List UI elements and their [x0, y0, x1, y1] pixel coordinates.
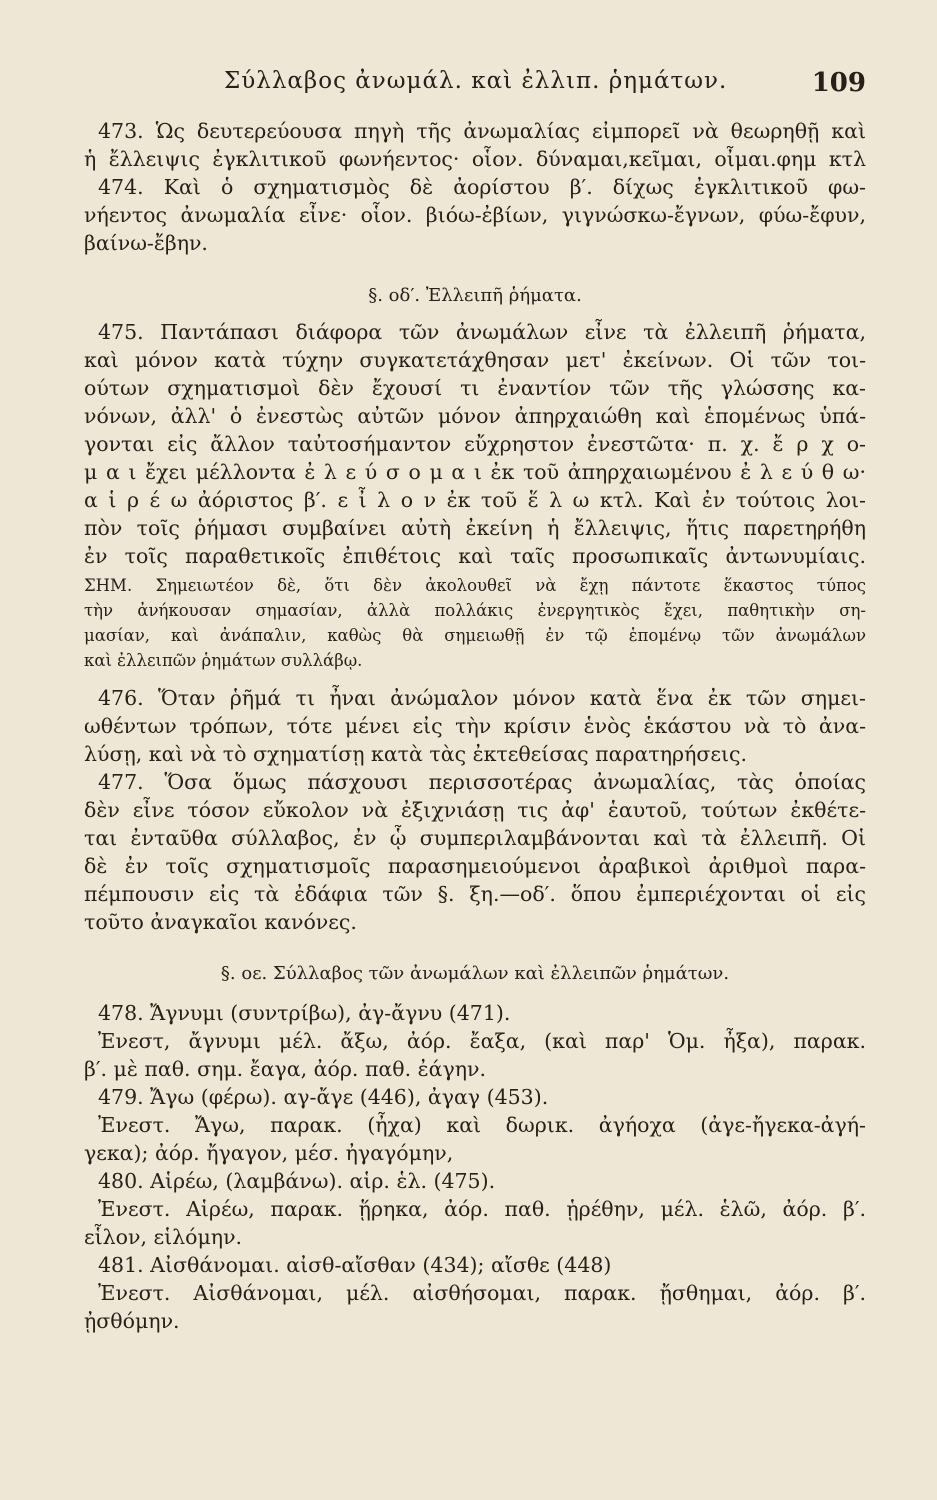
text-line: πέμπουσιν εἰς τὰ ἐδάφια τῶν §. ξη.—οδ′. ὅπου ἐμπεριέχονται οἱ εἰς [84, 882, 866, 906]
note-line: καὶ ἐλλειπῶν ῥημάτων συλλάβῳ. [84, 651, 363, 670]
text-line: δὲν εἶνε τόσον εὔκολον νὰ ἐξιχνιάσῃ τις ἀφ' ἑαυτοῦ, τούτων ἐκθέτε- [84, 798, 866, 822]
text-line: Ἐνεστ. Αἱρέω, παρακ. ᾕρηκα, ἀόρ. παθ. ᾑρέθην, μέλ. ἑλῶ, ἀόρ. β′. [98, 1197, 866, 1221]
text-line: α ἱ ρ έ ω ἀόριστος β′. ε ἶ λ ο ν ἐκ τοῦ ἕ λ ω κτλ. Καὶ ἐν τούτοις λοι- [84, 488, 866, 512]
text-line: ται ἐνταῦθα σύλλαβος, ἐν ᾧ συμπεριλαμβάνονται καὶ τὰ ἐλλειπῆ. Οἱ [84, 826, 866, 850]
text-line: 475. Παντάπασι διάφορα τῶν ἀνωμάλων εἶνε τὰ ἐλλειπῆ ῥήματα, [98, 320, 866, 344]
text-line: νήεντος ἀνωμαλία εἶνε· οἷον. βιόω-ἐβίων, γιγνώσκω-ἔγνων, φύω-ἔφυν, [84, 203, 866, 227]
text-line: ούτων σχηματισμοὶ δὲν ἔχουσί τι ἐναντίον τῶν τῆς γλώσσης κα- [84, 376, 866, 400]
text-line: 476. Ὅταν ῥῆμά τι ἦναι ἀνώμαλον μόνον κατὰ ἕνα ἐκ τῶν σημει- [98, 686, 866, 710]
text-line: 474. Καὶ ὁ σχηματισμὸς δὲ ἀορίστου β′. δίχως ἐγκλιτικοῦ φω- [98, 175, 866, 199]
note-line: μασίαν, καὶ ἀνάπαλιν, καθὼς θὰ σημειωθῇ ἐν τῷ ἑπομένῳ τῶν ἀνωμάλων [84, 626, 866, 645]
text-line: μ α ι ἔχει μέλλοντα ἐ λ ε ύ σ ο μ α ι ἐκ τοῦ ἀπηρχαιωμένου ἐ λ ε ύ θ ω· [84, 460, 866, 484]
text-line: ἐν τοῖς παραθετικοῖς ἐπιθέτοις καὶ ταῖς προσωπικαῖς ἀντωνυμίαις. [84, 544, 866, 568]
note-line: τὴν ἀνήκουσαν σημασίαν, ἀλλὰ πολλάκις ἐνεργητικὸς ἔχει, παθητικὴν ση- [84, 601, 866, 620]
text-line: γονται εἰς ἄλλον ταὐτοσήμαντον εὔχρηστον ἐνεστῶτα· π. χ. ἔ ρ χ ο- [84, 432, 866, 456]
entry-line: 478. Ἄγνυμι (συντρίβω), ἀγ-ἄγνυ (471). [98, 1001, 511, 1025]
running-title: Σύλλαβος ἀνωμάλ. καὶ ἐλλιπ. ῥημάτων. [224, 68, 728, 94]
text-line: λύσῃ, καὶ νὰ τὸ σχηματίσῃ κατὰ τὰς ἐκτεθείσας παρατηρήσεις. [84, 742, 747, 766]
text-line: 477. Ὅσα ὅμως πάσχουσι περισσοτέρας ἀνωμαλίας, τὰς ὁποίας [98, 770, 866, 794]
text-line: Ἐνεστ. Ἄγω, παρακ. (ἦχα) καὶ δωρικ. ἀγήοχα (ἀγε-ἤγεκα-ἀγή- [98, 1113, 866, 1137]
text-line: πὸν τοῖς ῥήμασι συμβαίνει αὐτὴ ἐκείνη ἡ ἔλλειψις, ἥτις παρετηρήθη [84, 516, 866, 540]
note-line: ΣΗΜ. Σημειωτέον δὲ, ὅτι δὲν ἀκολουθεῖ νὰ ἔχῃ πάντοτε ἕκαστος τύπος [84, 576, 866, 595]
text-line: β′. μὲ παθ. σημ. ἔαγα, ἀόρ. παθ. ἐάγην. [84, 1057, 486, 1081]
text-line: βαίνω-ἔβην. [84, 231, 208, 255]
text-line: νόνων, ἀλλ' ὁ ἐνεστὼς αὐτῶν μόνον ἀπηρχαιώθη καὶ ἑπομένως ὑπά- [84, 404, 866, 428]
text-line: Ἐνεστ, ἄγνυμι μέλ. ἄξω, ἀόρ. ἔαξα, (καὶ παρ' Ὁμ. ἦξα), παρακ. [98, 1029, 866, 1053]
entry-line: 480. Αἱρέω, (λαμβάνω). αἱρ. ἑλ. (475). [98, 1169, 496, 1193]
text-line: εἷλον, εἱλόμην. [84, 1225, 243, 1249]
text-line: τοῦτο ἀναγκαῖοι κανόνες. [84, 910, 357, 934]
text-line: 473. Ὡς δευτερεύουσα πηγὴ τῆς ἀνωμαλίας εἰμπορεῖ νὰ θεωρηθῇ καὶ [98, 119, 866, 143]
text-line: Ἐνεστ. Αἰσθάνομαι, μέλ. αἰσθήσομαι, παρακ. ᾔσθημαι, ἀόρ. β′. [98, 1281, 866, 1305]
text-line: ωθέντων τρόπων, τότε μένει εἰς τὴν κρίσιν ἑνὸς ἑκάστου νὰ τὸ ἀνα- [84, 714, 866, 738]
text-line: γεκα); ἀόρ. ἤγαγον, μέσ. ἠγαγόμην, [84, 1141, 454, 1165]
text-line: καὶ μόνον κατὰ τύχην συγκατετάχθησαν μετ' ἐκείνων. Οἱ τῶν τοι- [84, 348, 866, 372]
section-heading: §. οδ′. Ἐλλειπῆ ῥήματα. [368, 285, 582, 306]
running-header [84, 68, 866, 104]
entry-line: 479. Ἄγω (φέρω). αγ-ἄγε (446), ἀγαγ (453). [98, 1085, 549, 1109]
text-line: ἡ ἔλλειψις ἐγκλιτικοῦ φωνήεντος· οἷον. δύναμαι,κεῖμαι, οἶμαι.φημ κτλ [84, 147, 866, 171]
section-heading: §. οε. Σύλλαβος τῶν ἀνωμάλων καὶ ἐλλειπῶν ῥημάτων. [220, 963, 730, 984]
page-number: 109 [811, 68, 866, 98]
text-line: ᾐσθόμην. [84, 1309, 180, 1333]
entry-line: 481. Αἰσθάνομαι. αἰσθ-αἴσθαν (434); αἴσθε (448) [98, 1253, 612, 1277]
text-line: δὲ ἐν τοῖς σχηματισμοῖς παρασημειούμενοι ἀραβικοὶ ἀριθμοὶ παρα- [84, 854, 866, 878]
